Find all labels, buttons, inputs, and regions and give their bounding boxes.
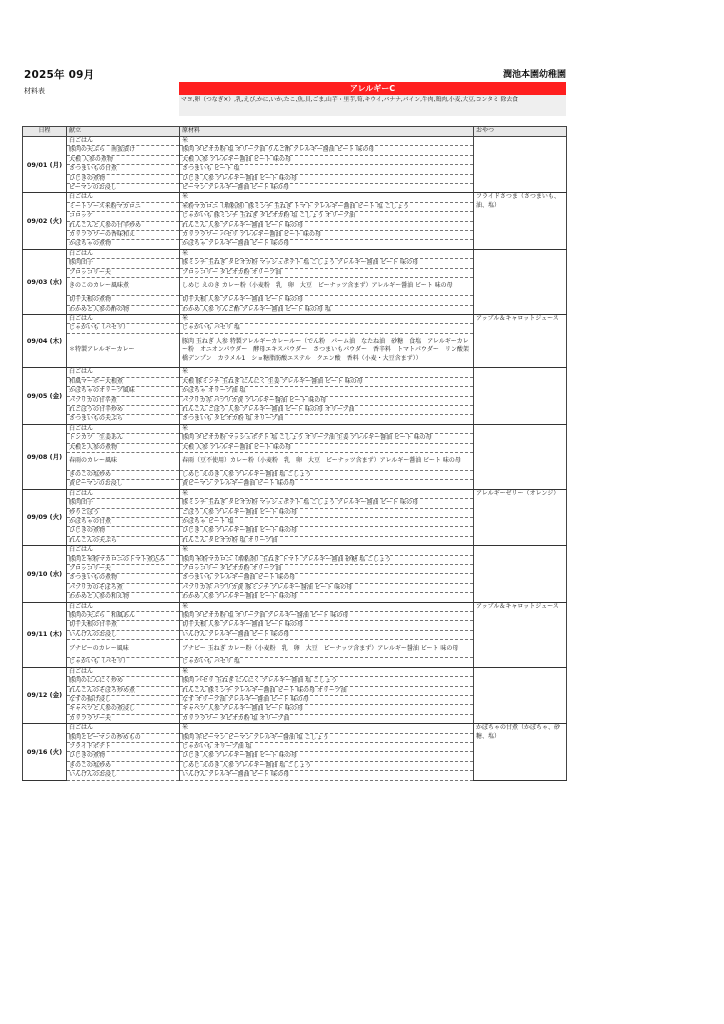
ingredients-cell: ひじき 人参 アレルギー醤油 ビート 味の母 [180,752,474,761]
dish-cell: じゃがいも（パセリ） [67,324,180,333]
dish-cell: 切干大根の甘辛煮 [67,621,180,630]
snack-cell [474,249,567,314]
ingredients-cell: 豚肉 タピオカ粉 マッシュポテト 塩 こしょう オリーブ油 生姜 アレルギー醤油 ビート 味の母 [180,434,474,443]
date-cell: 09/05 (金) [23,368,67,424]
snack-cell: アップル＆キャロットジュース [474,314,567,367]
snack-cell: アレルギーゼリー（オレンジ） [474,489,567,545]
ingredients-cell: わかめ 人参 りんご酢 アレルギー醤油 ビート 味の母 塩 [180,305,474,314]
ingredients-cell: 米 [180,314,474,323]
dish-cell: 春雨のカレー風味 [67,452,180,470]
table-row [23,368,567,377]
table-row [23,314,567,323]
ingredients-cell: 豚ミンチ 玉ねぎ タピオカ粉 マッシュポテト 塩 こしょう アレルギー醤油 ビート 味の母 [180,499,474,508]
dish-cell: ひじきの煮物 [67,527,180,536]
dish-cell: いんげんのお浸し [67,771,180,780]
dish-cell: コロッケ [67,212,180,221]
date-cell: 09/03 (水) [23,249,67,314]
dish-cell: 白ごはん [67,602,180,611]
ingredients-cell: 豚ミンチ 玉ねぎ タピオカ粉 マッシュポテト 塩 こしょう アレルギー醤油 ビート 味の母 [180,259,474,268]
dish-cell: ＊特製アレルギーカレー [67,333,180,368]
dish-cell: 大根 人参の煮物 [67,155,180,164]
dish-cell: さつまいもの甘煮 [67,165,180,174]
dish-cell: 白ごはん [67,489,180,498]
table-row [23,724,567,733]
dish-cell: 豚肉と米粉マカロニのトマト煮込み [67,555,180,564]
document-header [22,66,566,124]
snack-cell: かぼちゃの甘煮（かぼちゃ、砂糖、塩） [474,724,567,780]
ingredients-cell: 切干大根 人参 アレルギー醤油 ビート 味の母 [180,296,474,305]
date-cell: 09/01 (月) [23,137,67,193]
ingredients-cell: パプリカ赤 パプリカ黄 アレルギー醤油 ビート 味の母 [180,396,474,405]
dish-cell: きのこの塩炒め [67,470,180,479]
ingredients-cell: 切干大根 人参 アレルギー醤油 ビート 味の母 [180,621,474,630]
snack-cell [474,137,567,193]
dish-cell: 白ごはん [67,249,180,258]
ingredients-cell: 米 [180,489,474,498]
ingredients-cell: 米 [180,602,474,611]
dish-cell: じゃがいも（パセリ） [67,658,180,667]
dish-cell: 大根と人参の煮物 [67,443,180,452]
dish-cell: 豚肉の天ぷら 南蛮漬け [67,146,180,155]
ingredients-cell: 豚肉 タピオカ粉 塩 オリーブ油 りんご酢 アレルギー醤油 ビート 味の母 [180,146,474,155]
ingredients-cell: 豚肉 赤ピーマン ピーマン アレルギー醤油 塩 こしょう [180,733,474,742]
dish-cell: 切干大根の煮物 [67,296,180,305]
dish-cell: れんこんの天ぷら [67,536,180,545]
table-row [23,249,567,258]
ingredients-cell: 米粉マカロニ（増粘剤）豚ミンチ 玉ねぎ トマト アレルギー醤油 ビート 塩 こしょう [180,202,474,211]
ingredients-cell: パプリカ赤 パプリカ黄 豚ミンチ アレルギー醤油 ビート 味の母 [180,583,474,592]
allergy-box [179,82,566,116]
ingredients-cell: 大根 人参 アレルギー醤油 ビート 味の母 [180,443,474,452]
ingredients-cell: かぼちゃ アレルギー醤油 ビート 味の母 [180,240,474,249]
ingredients-cell: 大根 人参 アレルギー醤油 ビート 味の母 [180,155,474,164]
dish-cell: 白ごはん [67,193,180,202]
header-ingredients: 原材料 [180,127,474,137]
ingredients-cell: ピーマン アレルギー醤油 ビート 味の母 [180,184,474,193]
table-row [23,546,567,555]
dish-cell: 豚肉のにんにく炒め [67,677,180,686]
date-cell: 09/02 (火) [23,193,67,249]
dish-cell: ミートソース米粉マカロニ [67,202,180,211]
dish-cell: なすの揚げ浸し [67,695,180,704]
ingredients-cell: れんこん タピオカ粉 塩 オリーブ油 [180,536,474,545]
dish-cell: 豚肉の天ぷら 和風あん [67,612,180,621]
menu-body [23,137,567,781]
school-name: 潤池本園幼稚園 [502,70,566,80]
ingredients-cell: さつまいも アレルギー醤油 ビート 味の母 [180,574,474,583]
dish-cell: ブナピーのカレー風味 [67,640,180,658]
dish-cell: 白ごはん [67,667,180,676]
dish-cell: 和風マーボー大根煮 [67,377,180,386]
allergy-list: マヨ,卵（つなぎ×）,乳,えび,かに,いか,たこ,魚,貝,ごま,山芋・里芋,筍,キウイ,バナナ,パイン,牛肉,鶏肉,小麦,大豆,コンタミ 除去食 [179,95,566,116]
dish-cell: 黄ピーマンのお浸し [67,480,180,489]
table-row [23,667,567,676]
ingredients-cell: なす オリーブ油 アレルギー醤油 ビート 味の母 [180,695,474,704]
date-cell: 09/09 (火) [23,489,67,545]
ingredients-cell: ごぼう 人参 アレルギー醤油 ビート 味の母 [180,508,474,517]
dish-cell: キャベツと人参の煮浸し [67,705,180,714]
dish-cell: 白ごはん [67,724,180,733]
ingredients-cell: わかめ 人参 アレルギー醤油 ビート 味の母 [180,593,474,602]
snack-cell: フライドさつま（さつまいも、油、塩） [474,193,567,249]
date-cell: 09/11 (木) [23,602,67,667]
ingredients-cell: カリフラワー パセリ アレルギー醤油 ビート 味の母 [180,231,474,240]
dish-cell: 白ごはん [67,546,180,555]
ingredients-cell: 豚肉 玉ねぎ 人参 特製アレルギーカレールー（でん粉 パーム油 なたね油 砂糖 食塩 アレルギーカレー粉 オニオンパウダー 酵母エキスパウダー さつまいもパウダー 香辛料 トマトパウダー リン酸架橋デンプン カラメル1 ショ糖脂肪酸エステル クエン酸 香料（小麦・大豆含まず）） [180,333,474,368]
dish-cell: 白ごはん [67,137,180,146]
ingredients-cell: しめじ えのき 人参 アレルギー醤油 塩 こしょう [180,470,474,479]
ingredients-cell: 米 [180,724,474,733]
ingredients-cell: キャベツ 人参 アレルギー醤油 ビート 味の母 [180,705,474,714]
header-date: 日程 [23,127,67,137]
table-row [23,489,567,498]
date-cell: 09/16 (火) [23,724,67,780]
dish-cell: ひじきの煮物 [67,752,180,761]
ingredients-cell: 豚肉 タピオカ粉 塩 オリーブ油 アレルギー醤油 ビート 味の母 [180,612,474,621]
ingredients-cell: 黄ピーマン アレルギー醤油 ビート 味の母 [180,480,474,489]
dish-cell: さつまいもの天ぷら [67,415,180,424]
allergy-title: アレルギーC [179,82,566,95]
ingredients-cell: 米 [180,667,474,676]
dish-cell: ピーマンのお浸し [67,184,180,193]
dish-cell: 豚肉団子 [67,259,180,268]
dish-cell: パプリカの甘辛煮 [67,396,180,405]
dish-cell: わかめと人参の和え物 [67,593,180,602]
dish-cell: かぼちゃの煮物 [67,240,180,249]
ingredients-cell: れんこん 豚ミンチ アレルギー醤油 ビート 味の母 オリーブ油 [180,686,474,695]
ingredients-cell: しめじ えのき 人参 アレルギー醤油 塩 こしょう [180,761,474,770]
table-header-row [23,127,567,137]
ingredients-cell: 米 [180,546,474,555]
ingredients-cell: 米 [180,193,474,202]
dish-cell: パプリカのそぼろ煮 [67,583,180,592]
ingredients-cell: ひじき 人参 アレルギー醤油 ビート 味の母 [180,527,474,536]
menu-table [22,126,567,781]
dish-cell: ブロッコリー天 [67,268,180,277]
dish-cell: いんげんのお浸し [67,630,180,639]
dish-cell: トンカツ 生姜あん [67,434,180,443]
dish-cell: 白ごはん [67,424,180,433]
dish-cell: フライドポテト [67,742,180,751]
date-cell: 09/12 (金) [23,667,67,723]
ingredients-cell: 米 [180,249,474,258]
ingredients-cell: 豚肉 米粉マカロニ（増粘剤）玉ねぎ トマト アレルギー醤油 砂糖 塩 こしょう [180,555,474,564]
ingredients-cell: れんこん ごぼう 人参 アレルギー醤油 ビート 味の母 オリーブ油 [180,405,474,414]
dish-cell: れんこんのそぼろ炒め煮 [67,686,180,695]
dish-cell: きのこの塩炒め [67,761,180,770]
dish-cell: 豚肉団子 [67,499,180,508]
ingredients-cell: じゃがいも パセリ 塩 [180,658,474,667]
ingredients-cell: さつまいも ビート 塩 [180,165,474,174]
date-cell: 09/08 (月) [23,424,67,489]
ingredients-cell: カリフラワー タピオカ粉 塩 オリーブ油 [180,714,474,723]
ingredients-cell: れんこん 人参 アレルギー醤油 ビート 味の母 [180,221,474,230]
table-row [23,193,567,202]
ingredients-cell: いんげん アレルギー醤油 ビート 味の母 [180,771,474,780]
date-cell: 09/10 (水) [23,546,67,602]
dish-cell: さつまいもの煮物 [67,574,180,583]
page-title: 2025年 09月 [24,69,95,81]
ingredients-cell: 米 [180,137,474,146]
dish-cell: かぼちゃの甘煮 [67,518,180,527]
dish-cell: ブロッコリー天 [67,565,180,574]
dish-cell: 炒りごぼう [67,508,180,517]
ingredients-cell: ブロッコリー タピオカ粉 オリーブ油 [180,268,474,277]
snack-cell [474,667,567,723]
dish-cell: きのこのカレー風味煮 [67,278,180,296]
page-subtitle: 材料表 [24,87,45,95]
snack-cell [474,546,567,602]
ingredients-cell: ブロッコリー タピオカ粉 オリーブ油 [180,565,474,574]
ingredients-cell: 豚肉 パセリ 玉ねぎ にんにく アレルギー醤油 塩 こしょう [180,677,474,686]
header-menu: 献立 [67,127,180,137]
ingredients-cell: しめじ えのき カレー粉（小麦粉 乳 卵 大豆 ピーナッツ含まず）アレルギー醤油 ビート 味の母 [180,278,474,296]
ingredients-cell: じゃがいも 豚ミンチ 玉ねぎ タピオカ粉 塩 こしょう オリーブ油 [180,212,474,221]
table-row [23,602,567,611]
ingredients-cell: じゃがいも パセリ 塩 [180,324,474,333]
ingredients-cell: 米 [180,368,474,377]
ingredients-cell: さつまいも タピオカ粉 塩 オリーブ油 [180,415,474,424]
dish-cell: れごぼうの甘辛炒め [67,405,180,414]
ingredients-cell: 大根 豚ミンチ 玉ねぎ にんにく 生姜 アレルギー醤油 ビート 味の母 [180,377,474,386]
dish-cell: 豚肉とピーマンの炒めもの [67,733,180,742]
snack-cell [474,368,567,424]
dish-cell: 白ごはん [67,314,180,323]
ingredients-cell: じゃがいも オリーブ油 塩 [180,742,474,751]
snack-cell [474,424,567,489]
dish-cell: 白ごはん [67,368,180,377]
dish-cell: れんこんと人参の甘辛炒め [67,221,180,230]
ingredients-cell: かぼちゃ ビート 塩 [180,518,474,527]
date-cell: 09/04 (木) [23,314,67,367]
table-row [23,137,567,146]
table-row [23,424,567,433]
ingredients-cell: かぼちゃ オリーブ油 塩 [180,387,474,396]
dish-cell: かぼちゃのオリーブ風味 [67,387,180,396]
ingredients-cell: いんげん アレルギー醤油 ビート 味の母 [180,630,474,639]
header-snack: おやつ [474,127,567,137]
snack-cell: アップル＆キャロットジュース [474,602,567,667]
dish-cell: わかめと人参の酢の物 [67,305,180,314]
dish-cell: ひじきの煮物 [67,174,180,183]
dish-cell: カリフラワー天 [67,714,180,723]
dish-cell: カリフラワーの香味和え [67,231,180,240]
ingredients-cell: ひじき 人参 アレルギー醤油 ビート 味の母 [180,174,474,183]
ingredients-cell: 春雨（豆不使用）カレー粉（小麦粉 乳 卵 大豆 ピーナッツ含まず）アレルギー醤油 ビート 味の母 [180,452,474,470]
ingredients-cell: 米 [180,424,474,433]
ingredients-cell: ブナピー 玉ねぎ カレー粉（小麦粉 乳 卵 大豆 ピーナッツ含まず）アレルギー醤油 ビート 味の母 [180,640,474,658]
